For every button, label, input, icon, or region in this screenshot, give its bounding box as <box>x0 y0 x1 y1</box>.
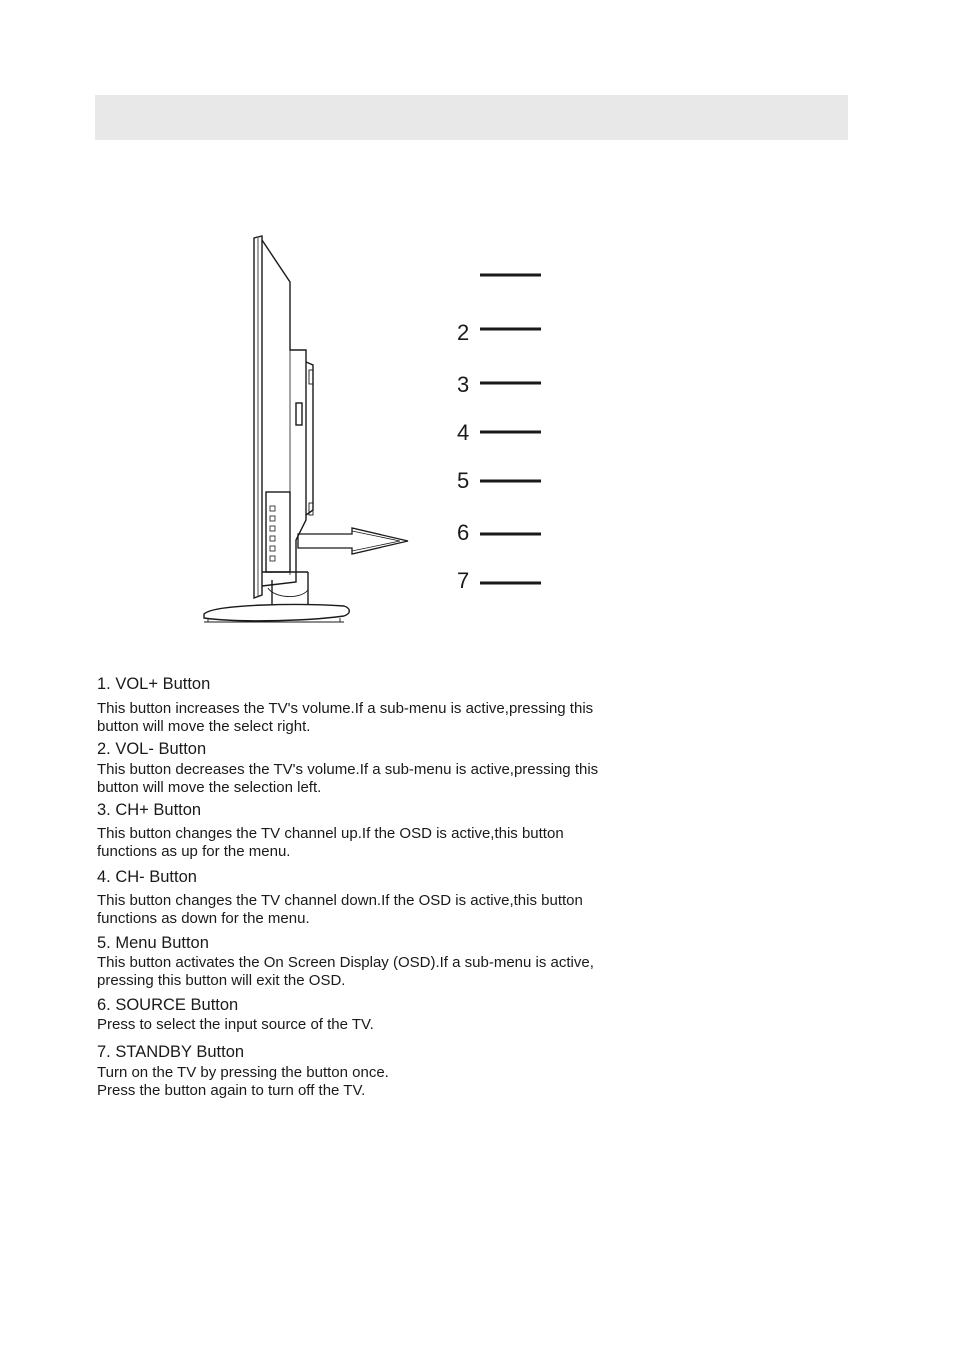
callout-3 <box>457 372 541 397</box>
button-title: 7. STANDBY Button <box>97 1043 245 1061</box>
button-title: 5. Menu Button <box>97 934 209 952</box>
callout-number-4: 4 <box>457 420 470 445</box>
tv-illustration <box>204 236 349 622</box>
callout-7 <box>457 568 541 593</box>
arrow-icon <box>298 528 408 554</box>
callout-4 <box>457 420 541 445</box>
button-item-vol-plus <box>97 674 697 736</box>
callout-2 <box>457 320 541 345</box>
button-item-ch-plus <box>97 800 697 861</box>
button-title: 4. CH- Button <box>97 868 197 886</box>
callout-number-6: 6 <box>457 520 470 545</box>
button-title: 3. CH+ Button <box>97 801 202 819</box>
button-item-source <box>97 995 697 1034</box>
callout-number-7: 7 <box>457 568 470 593</box>
button-item-standby <box>97 1042 697 1100</box>
button-item-ch-minus <box>97 867 697 928</box>
button-title: 1. VOL+ Button <box>97 675 211 693</box>
button-item-menu <box>97 933 697 990</box>
button-description: Press to select the input source of the TV. <box>97 1016 374 1033</box>
tv-side-view-diagram <box>0 0 954 660</box>
button-description: This button changes the TV channel up.If the OSD is active,this button functions as up for the menu. <box>97 825 564 860</box>
tv-stand-neck <box>262 572 308 605</box>
button-description: This button increases the TV's volume.If a sub-menu is active,pressing this button will move the select right. <box>97 700 594 735</box>
callout-number-3: 3 <box>457 372 470 397</box>
button-title: 6. SOURCE Button <box>97 996 239 1014</box>
button-description: This button activates the On Screen Display (OSD).If a sub-menu is active, pressing this button will exit the OSD. <box>97 954 594 989</box>
button-description: This button decreases the TV's volume.If a sub-menu is active,pressing this button will move the selection left. <box>97 761 599 796</box>
callout-number-5: 5 <box>457 468 470 493</box>
button-description: This button changes the TV channel down.If the OSD is active,this button functions as down for the menu. <box>97 892 583 927</box>
button-description: Turn on the TV by pressing the button once. Press the button again to turn off the TV. <box>97 1064 389 1099</box>
button-item-vol-minus <box>97 739 697 797</box>
tv-stand-base <box>204 605 349 621</box>
callout-5 <box>457 468 541 493</box>
callout-6 <box>457 520 541 545</box>
callout-number-2: 2 <box>457 320 470 345</box>
button-title: 2. VOL- Button <box>97 740 207 758</box>
